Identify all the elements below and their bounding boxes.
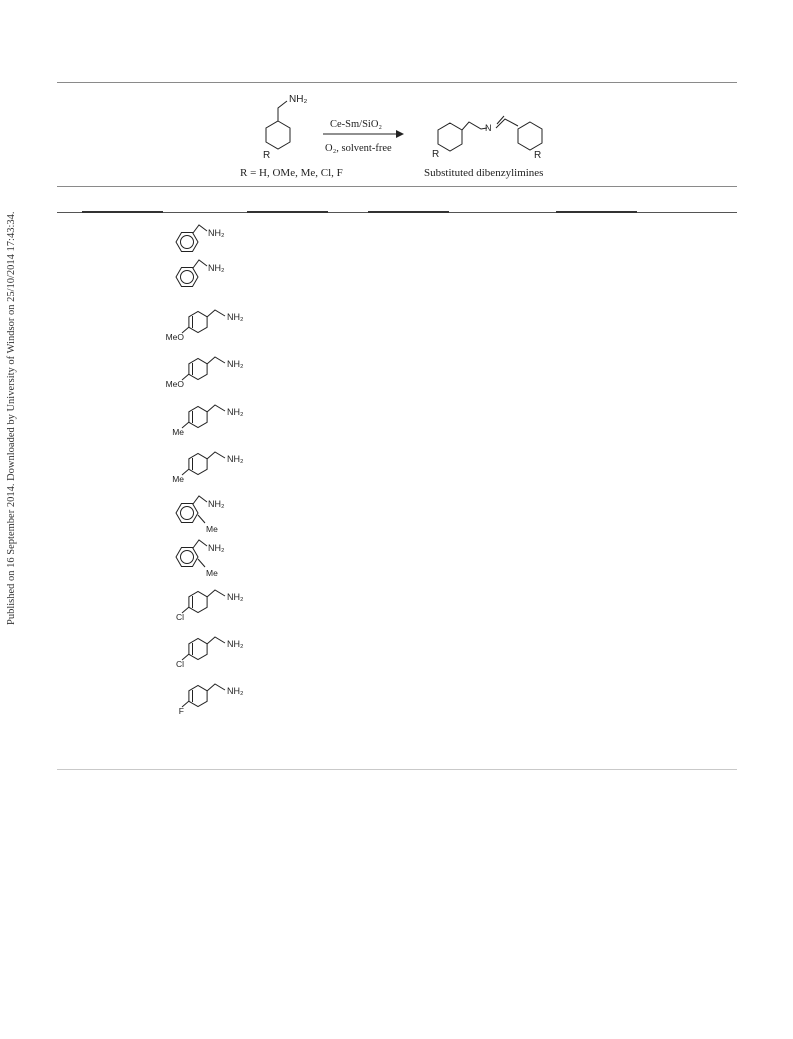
substrate-structure: [176, 260, 225, 287]
amine-label: NH₂: [208, 499, 225, 509]
benzene-ring: [189, 686, 207, 707]
methylene-bond: [207, 405, 225, 412]
substrate-structure: [179, 684, 244, 716]
methylene-bond: [207, 357, 225, 364]
product-label: Substituted dibenzylimines: [424, 167, 544, 179]
amine-label: NH₂: [227, 639, 244, 649]
product-r-left: R: [432, 149, 440, 160]
product-nitrogen-label: N: [485, 123, 492, 133]
benzene-ring: [189, 407, 207, 428]
reagent-top-label: Ce-Sm/SiO₂: [330, 119, 383, 130]
amine-label: NH₂: [208, 228, 225, 238]
aromatic-circle: [181, 507, 194, 520]
r-definition: R = H, OMe, Me, Cl, F: [240, 167, 343, 179]
amine-label: NH₂: [227, 454, 244, 464]
methylene-bond: [207, 310, 225, 317]
methylene-bond: [193, 496, 207, 504]
benzene-ring: [189, 639, 207, 660]
substrate-structure: [172, 405, 244, 437]
substrate-structure: [172, 452, 244, 484]
substrate-structure: [166, 310, 244, 342]
amine-label: NH₂: [227, 592, 244, 602]
amine-label: NH₂: [227, 359, 244, 369]
substituent-label: Me: [172, 427, 184, 437]
substituent-label: F: [178, 706, 184, 716]
aromatic-circle: [181, 551, 194, 564]
methylene-bond: [193, 540, 207, 548]
reactant-amine-label: NH₂: [289, 94, 308, 105]
methylene-bond: [193, 260, 207, 268]
substituent-label: Cl: [175, 612, 184, 622]
methylene-bond: [207, 684, 225, 691]
aromatic-circle: [181, 236, 194, 249]
amine-label: NH₂: [227, 686, 244, 696]
methylene-bond: [193, 225, 207, 233]
substrate-structure: [176, 225, 225, 252]
substituent-label: MeO: [165, 379, 184, 389]
amine-label: NH₂: [208, 263, 225, 273]
methylene-bond: [207, 452, 225, 459]
benzene-ring: [189, 454, 207, 475]
substrate-structure: [176, 637, 244, 669]
methyl-bond: [198, 515, 205, 523]
benzene-ring: [189, 359, 207, 380]
methylene-bond: [207, 637, 225, 644]
aromatic-circle: [181, 271, 194, 284]
methyl-bond: [198, 559, 205, 567]
benzene-ring: [189, 592, 207, 613]
benzene-ring: [189, 312, 207, 333]
substrate-structure: [176, 590, 244, 622]
product-r-right: R: [534, 150, 542, 161]
reactant-r-label: R: [263, 150, 271, 161]
methylene-bond: [207, 590, 225, 597]
substituent-label: Cl: [175, 659, 184, 669]
amine-label: NH₂: [227, 407, 244, 417]
substrate-structure: [176, 540, 225, 578]
reagent-bottom-label: O₂, solvent-free: [325, 143, 392, 154]
amine-label: NH₂: [227, 312, 244, 322]
margin-publication-note: Published on 16 September 2014. Downloaded by University of Windsor on 25/10/2014 17:43:34.: [6, 211, 17, 625]
substituent-label: Me: [206, 568, 218, 578]
amine-label: NH₂: [208, 543, 225, 553]
substrate-structure: [176, 496, 225, 534]
substituent-label: MeO: [165, 332, 184, 342]
substituent-label: Me: [172, 474, 184, 484]
substituent-label: Me: [206, 524, 218, 534]
substrate-structure: [166, 357, 244, 389]
